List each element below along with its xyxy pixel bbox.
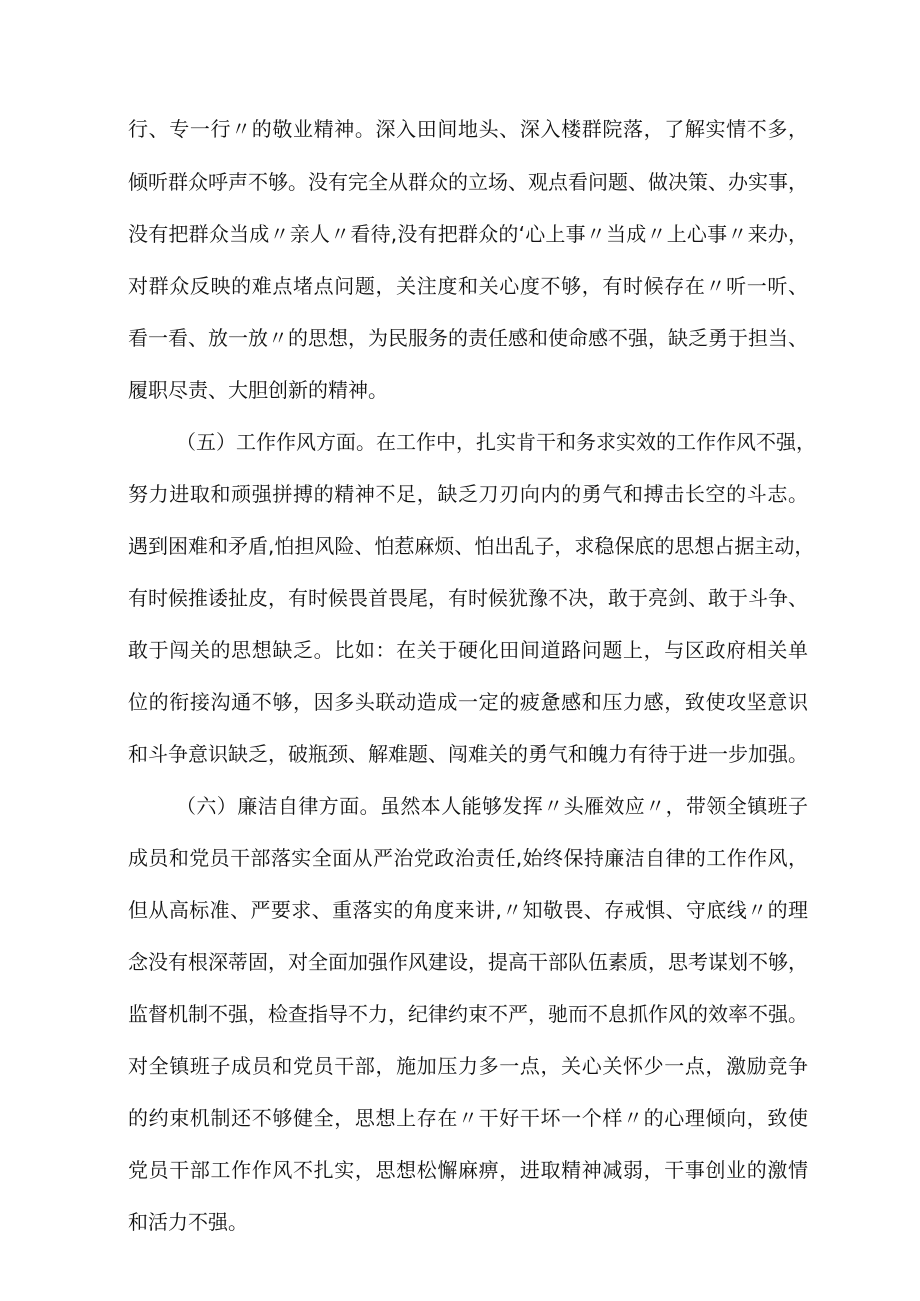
text-line: 念没有根深蒂固，对全面加强作风建设，提高干部队伍素质，思考谋划不够， xyxy=(128,950,808,974)
text-line: 倾听群众呼声不够。没有完全从群众的立场、观点看问题、做决策、办实事， xyxy=(128,170,808,194)
text-line: 监督机制不强，检查指导不力，纪律约束不严，驰而不息抓作风的效率不强。 xyxy=(128,1002,808,1026)
text-line: 履职尽责、大胆创新的精神。 xyxy=(128,378,388,402)
text-line: 敢于闯关的思想缺乏。比如：在关于硬化田间道路问题上，与区政府相关单 xyxy=(128,638,808,662)
text-line: 有时候推诿扯皮，有时候畏首畏尾，有时候犹豫不决，敢于亮剑、敢于斗争、 xyxy=(128,586,808,610)
text-line: 没有把群众当成〃亲人〃看待,没有把群众的‘心上事〃当成〃上心事〃来办， xyxy=(128,222,808,246)
text-line: 行、专一行〃的敬业精神。深入田间地头、深入楼群院落，了解实情不多， xyxy=(128,117,808,141)
text-line: 成员和党员干部落实全面从严治党政治责任,始终保持廉洁自律的工作作风， xyxy=(128,846,808,870)
text-line: 位的衔接沟通不够，因多头联动造成一定的疲惫感和压力感，致使攻坚意识 xyxy=(128,690,808,714)
text-line: 遇到困难和矛盾,怕担风险、怕惹麻烦、怕出乱子，求稳保底的思想占据主动， xyxy=(128,534,815,558)
text-line: 和斗争意识缺乏，破瓶颈、解难题、闯难关的勇气和魄力有待于进一步加强。 xyxy=(128,742,808,766)
paragraph-heading-5: （五）工作作风方面。在工作中，扎实肯干和务求实效的工作作风不强， xyxy=(176,430,816,454)
text-line: 和活力不强。 xyxy=(128,1210,248,1234)
text-line: 看一看、放一放〃的思想，为民服务的责任感和使命感不强，缺乏勇于担当、 xyxy=(128,326,808,350)
text-line: 努力进取和顽强拼搏的精神不足，缺乏刀刃向内的勇气和搏击长空的斗志。 xyxy=(128,482,808,506)
text-line: 但从高标准、严要求、重落实的角度来讲,〃知敬畏、存戒惧、守底线〃的理 xyxy=(128,898,808,922)
text-line: 对全镇班子成员和党员干部，施加压力多一点，关心关怀少一点，激励竞争 xyxy=(128,1054,808,1078)
text-line: 对群众反映的难点堵点问题，关注度和关心度不够，有时候存在〃听一听、 xyxy=(128,274,808,298)
paragraph-heading-6: （六）廉洁自律方面。虽然本人能够发挥〃头雁效应〃，带领全镇班子 xyxy=(176,794,808,818)
text-line: 的约束机制还不够健全，思想上存在〃干好干坏一个样〃的心理倾向，致使 xyxy=(128,1106,808,1130)
text-line: 党员干部工作作风不扎实，思想松懈麻痹，进取精神减弱，干事创业的激情 xyxy=(128,1158,808,1182)
